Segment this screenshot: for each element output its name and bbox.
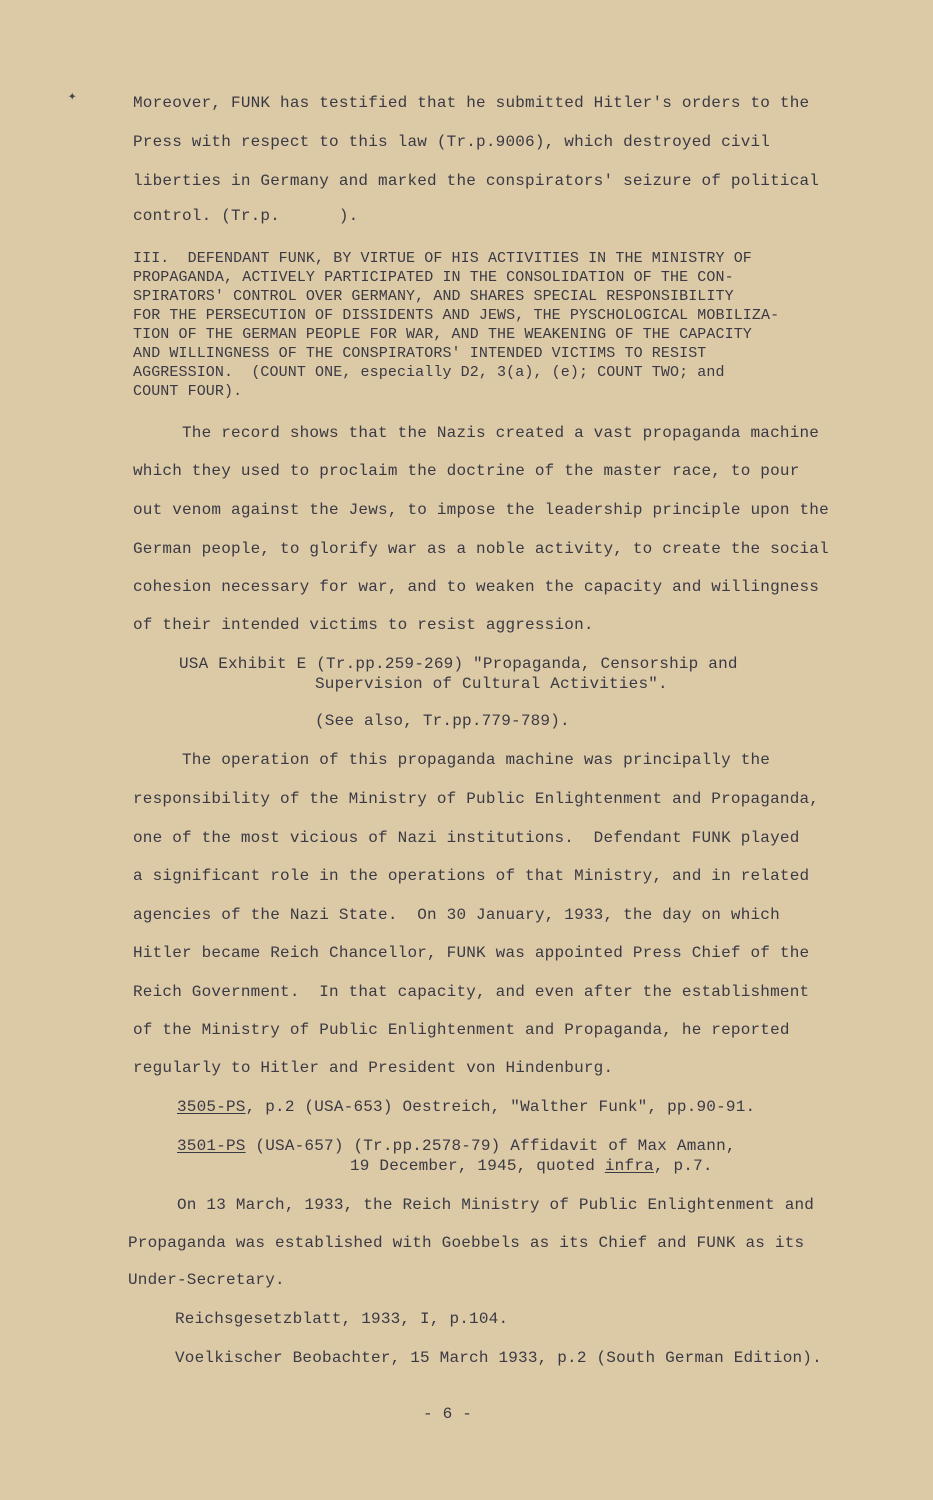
text-line: Reich Government. In that capacity, and even after the establishment: [133, 983, 810, 1001]
section-heading-line: PROPAGANDA, ACTIVELY PARTICIPATED IN THE CONSOLIDATION OF THE CON-: [133, 269, 734, 286]
text-line: regularly to Hitler and President von Hindenburg.: [133, 1059, 614, 1077]
section-heading-line: AND WILLINGNESS OF THE CONSPIRATORS' INTENDED VICTIMS TO RESIST: [133, 345, 707, 362]
section-heading-line: III. DEFENDANT FUNK, BY VIRTUE OF HIS ACTIVITIES IN THE MINISTRY OF: [133, 250, 752, 267]
text-line: The operation of this propaganda machine was principally the: [133, 751, 771, 769]
section-heading-line: AGGRESSION. (COUNT ONE, especially D2, 3(a), (e); COUNT TWO; and: [133, 364, 725, 381]
document-reference: 3501-PS: [177, 1137, 246, 1155]
citation-line: Supervision of Cultural Activities".: [315, 675, 668, 693]
text-line: The record shows that the Nazis created a vast propaganda machine: [133, 424, 820, 442]
text-line: which they used to proclaim the doctrine of the master race, to pour: [133, 462, 800, 480]
citation-text: , p.7.: [653, 1157, 713, 1175]
text-line: of the Ministry of Public Enlightenment and Propaganda, he reported: [133, 1021, 790, 1039]
citation-line: [177, 1098, 755, 1116]
infra-reference: infra: [604, 1157, 654, 1175]
section-heading-line: FOR THE PERSECUTION OF DISSIDENTS AND JEWS, THE PYSCHOLOGICAL MOBILIZA-: [133, 307, 780, 324]
document-reference: 3505-PS: [177, 1098, 246, 1116]
text-line: Press with respect to this law (Tr.p.9006), which destroyed civil: [133, 133, 771, 151]
section-heading-line: COUNT FOUR).: [133, 383, 243, 400]
text-line: a significant role in the operations of that Ministry, and in related: [133, 867, 810, 885]
citation-line: Voelkischer Beobachter, 15 March 1933, p.2 (South German Edition).: [175, 1349, 822, 1367]
citation-line: Reichsgesetzblatt, 1933, I, p.104.: [175, 1310, 509, 1328]
text-line: responsibility of the Ministry of Public Enlightenment and Propaganda,: [133, 790, 820, 808]
text-line: Moreover, FUNK has testified that he submitted Hitler's orders to the: [133, 94, 810, 112]
text-line: one of the most vicious of Nazi institutions. Defendant FUNK played: [133, 829, 800, 847]
citation-line: [177, 1137, 736, 1155]
text-line: German people, to glorify war as a noble activity, to create the social: [133, 540, 829, 558]
page-number: - 6 -: [423, 1405, 473, 1423]
text-line: Propaganda was established with Goebbels as its Chief and FUNK as its: [128, 1234, 805, 1252]
citation-line: [350, 1157, 713, 1175]
text-line: cohesion necessary for war, and to weaken the capacity and willingness: [133, 578, 820, 596]
text-line: Under-Secretary.: [128, 1271, 285, 1289]
text-line: of their intended victims to resist aggression.: [133, 616, 594, 634]
text-line: agencies of the Nazi State. On 30 January, 1933, the day on which: [133, 906, 780, 924]
text-line: out venom against the Jews, to impose the leadership principle upon the: [133, 501, 829, 519]
text-line: On 13 March, 1933, the Reich Ministry of Public Enlightenment and: [128, 1196, 815, 1214]
citation-line: (See also, Tr.pp.779-789).: [315, 712, 570, 730]
citation-text: (USA-657) (Tr.pp.2578-79) Affidavit of Max Amann,: [245, 1137, 736, 1155]
text-line: control. (Tr.p. ).: [133, 207, 359, 225]
text-line: Hitler became Reich Chancellor, FUNK was appointed Press Chief of the: [133, 944, 810, 962]
section-heading-line: SPIRATORS' CONTROL OVER GERMANY, AND SHARES SPECIAL RESPONSIBILITY: [133, 288, 734, 305]
section-heading-line: TION OF THE GERMAN PEOPLE FOR WAR, AND THE WEAKENING OF THE CAPACITY: [133, 326, 752, 343]
margin-mark: ✦: [68, 89, 77, 105]
citation-text: 19 December, 1945, quoted: [350, 1157, 605, 1175]
citation-line: USA Exhibit E (Tr.pp.259-269) "Propaganda, Censorship and: [179, 655, 738, 673]
text-line: liberties in Germany and marked the conspirators' seizure of political: [133, 172, 820, 190]
citation-text: , p.2 (USA-653) Oestreich, "Walther Funk", pp.90-91.: [245, 1098, 756, 1116]
